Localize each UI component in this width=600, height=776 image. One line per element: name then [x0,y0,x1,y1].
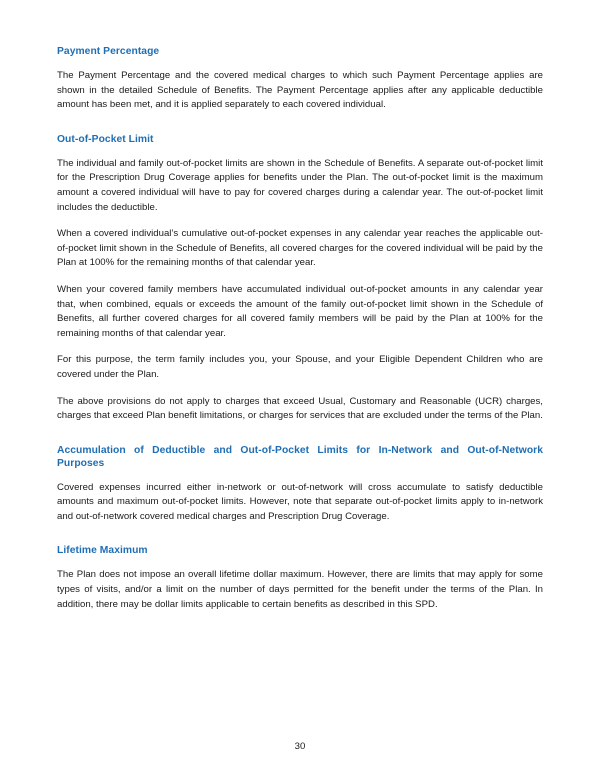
paragraph-payment-percentage-1: The Payment Percentage and the covered medical charges to which such Payment Percentage applies are shown in the detailed Schedule of Benefits. The Payment Percentage applies after any applicable deductible amount has been met, and it is applied separately to each covered individual. [57,70,543,111]
spacer [57,557,543,568]
section-heading-payment-percentage: Payment Percentage [57,46,160,57]
spacer [57,271,543,283]
paragraph-out-of-pocket-limit-2: When a covered individual’s cumulative out-of-pocket expenses in any calendar year reaches the applicable out-of-pocket limit shown in the Schedule of Benefits, all covered charges for the covered individual will be paid by the Plan at 100% for the remaining months of that calendar year. [57,228,543,269]
spacer [57,524,543,544]
section-heading-out-of-pocket-limit: Out-of-Pocket Limit [57,133,154,145]
paragraph-out-of-pocket-limit-5: The above provisions do not apply to charges that exceed Usual, Customary and Reasonable (UCR) charges, charges that exceed Plan benefit limitations, or charges for services that are excluded under the terms of the Plan. [57,395,543,422]
spacer [57,383,543,395]
paragraph-lifetime-maximum-1: The Plan does not impose an overall lifetime dollar maximum. However, there are limits that may apply for some types of visits, and/or a limit on the number of days permitted for the benefit under the terms of the Plan. In addition, there may be dollar limits applicable to certain benefits as described in this SPD. [57,569,543,610]
spacer [57,470,543,481]
page-number: 30 [294,741,306,752]
spacer [57,215,543,227]
section-heading-lifetime-maximum: Lifetime Maximum [57,545,148,557]
spacer [57,113,543,133]
paragraph-accumulation-of-deductible-1: Covered expenses incurred either in-network or out-of-network will cross accumulate to satisfy deductible amounts and maximum out-of-pocket limits. However, note that separate out-of-pocket limits apply to in-network and out-of-network covered medical charges and Prescription Drug Coverage. [57,481,543,522]
spacer [57,58,543,69]
document-body [57,45,543,612]
spacer [57,424,543,444]
spacer [57,146,543,157]
paragraph-out-of-pocket-limit-3: When your covered family members have accumulated individual out-of-pocket amounts in any calendar year that, when combined, equals or exceeds the amount of the family out-of-pocket limit shown in the Schedule of Benefits, all further covered charges for all covered family members will be paid by the Plan at 100% for the remaining months of that calendar year. [57,283,543,339]
paragraph-out-of-pocket-limit-1: The individual and family out-of-pocket limits are shown in the Schedule of Benefits. A separate out-of-pocket limit for the Prescription Drug Coverage applies for benefits under the Plan. The out-of-pocket limit is the maximum amount a covered individual will have to pay for covered charges during a calendar year. The out-of-pocket limit includes the deductible. [57,157,543,213]
section-heading-accumulation-of-deductible: Accumulation of Deductible and Out-of-Pocket Limits for In-Network and Out-of-Network Purposes [57,444,543,469]
paragraph-out-of-pocket-limit-4: For this purpose, the term family includes you, your Spouse, and your Eligible Dependent Children who are covered under the Plan. [57,354,543,380]
spacer [57,341,543,353]
